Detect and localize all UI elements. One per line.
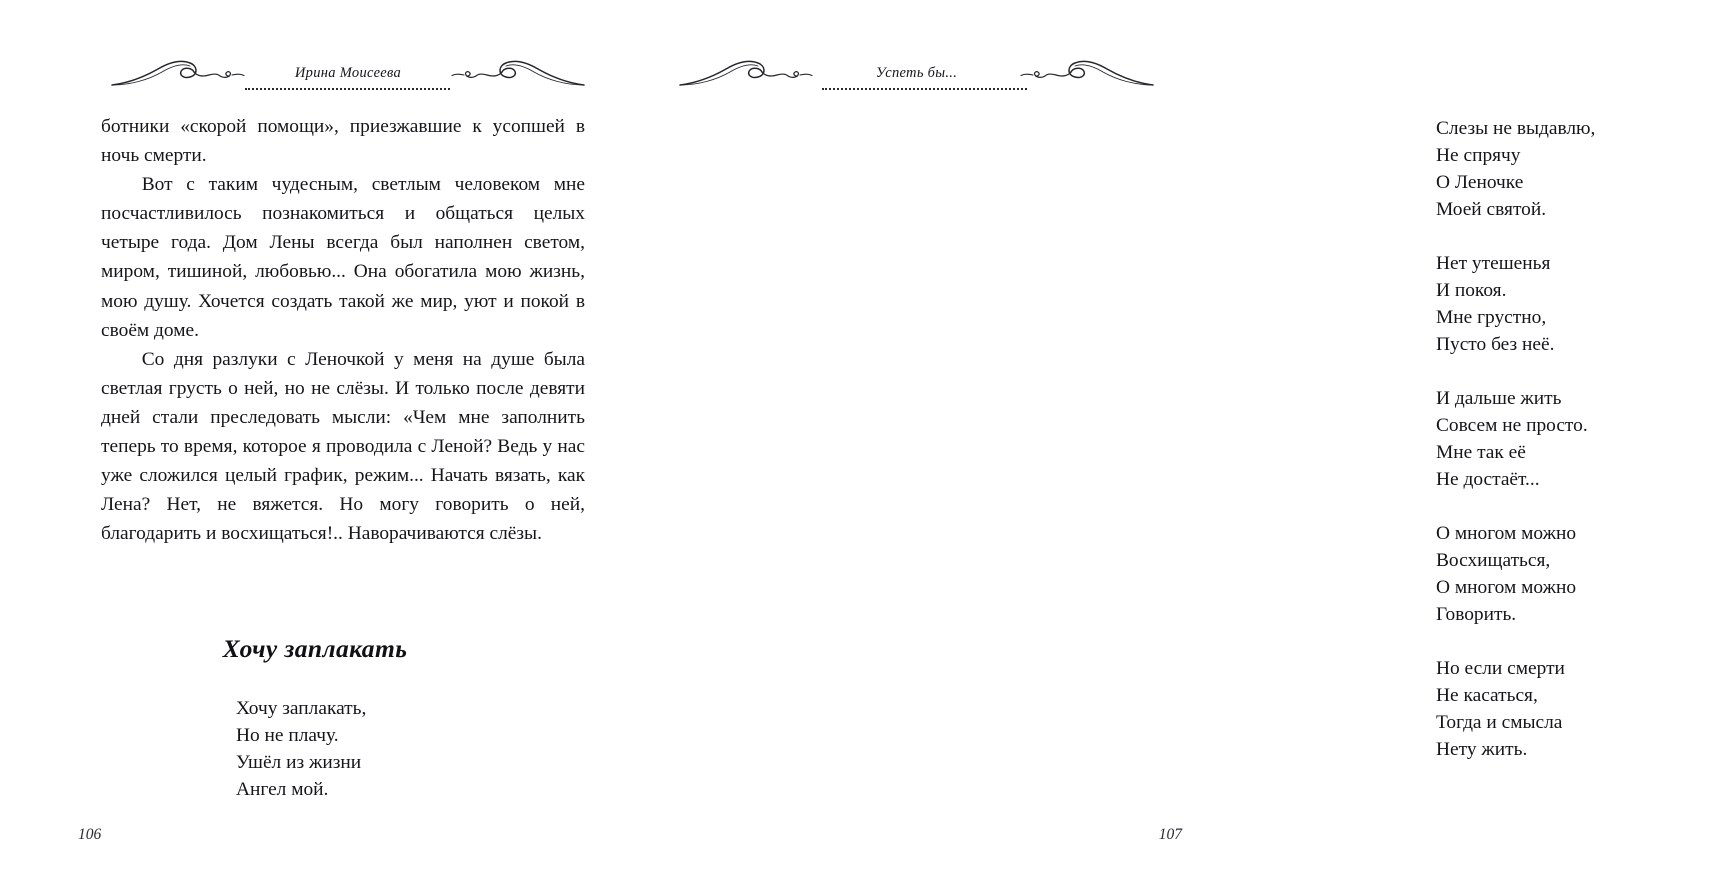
verse-stanza [1436, 385, 1736, 493]
verse-line: Не касаться, [1436, 685, 1538, 706]
page-number-left: 106 [78, 826, 102, 843]
verse-stanza [1436, 520, 1736, 628]
verse-stanza [1436, 250, 1736, 358]
verse-line: Совсем не просто. [1436, 415, 1588, 436]
right-page [630, 0, 1596, 882]
ornament-flourish-right-icon [1019, 55, 1155, 93]
right-page-verse [1436, 115, 1736, 763]
verse-line: Слезы не выдавлю, [1436, 118, 1596, 139]
ornament-flourish-right-icon [450, 55, 586, 93]
paragraph: Вот с таким чудесным, светлым человеком мне посчастливилось познакомиться и общаться целых четыре года. Дом Лены всегда был наполнен светом, миром, тишиной, любовью... Она обогатила мою жизнь, мою душу. Хочется создать такой же мир, уют и покой в своём доме. [101, 174, 585, 341]
paragraph: Со дня разлуки с Леночкой у меня на душе была светлая грусть о ней, но не слёзы. И только после девяти дней стали преследовать мысли: «Чем мне заполнить теперь то время, которое я проводила с Леной? Ведь у нас уже сложился целый график, режим... Начать вязать, как Лена? Нет, не вяжется. Но могу говорить о ней, благодарить и восхищаться!.. Наворачиваются слёзы. [101, 348, 585, 545]
verse-line: Мне грустно, [1436, 307, 1547, 328]
running-head-dotted-rule [245, 88, 450, 93]
left-page-running-head [0, 52, 630, 108]
ornament-flourish-left-icon [678, 55, 814, 93]
verse-line: Нет утешенья [1436, 253, 1551, 274]
verse-line: Тогда и смысла [1436, 712, 1563, 733]
verse-line: Мне так её [1436, 442, 1526, 463]
verse-line: И дальше жить [1436, 388, 1562, 409]
left-page [0, 0, 630, 882]
verse-line: Хочу заплакать, [236, 698, 367, 719]
verse-line: И покоя. [1436, 280, 1507, 301]
verse-line: Моей святой. [1436, 199, 1547, 220]
verse-line: Не спрячу [1436, 145, 1521, 166]
verse-line: О Леночке [1436, 172, 1524, 193]
verse-line: О многом можно [1436, 577, 1577, 598]
left-page-body-text [101, 112, 585, 548]
verse-line: Ангел мой. [236, 779, 329, 800]
poem-title: Хочу заплакать [222, 634, 408, 663]
verse-line: Не достаёт... [1436, 469, 1540, 490]
verse-line: Восхищаться, [1436, 550, 1551, 571]
verse-line: Нету жить. [1436, 739, 1528, 760]
left-page-running-head-title: Ирина Моисеева [294, 64, 402, 81]
verse-line: О многом можно [1436, 523, 1577, 544]
paragraph: ботники «скорой помощи», приезжавшие к усопшей в ночь смерти. [101, 116, 585, 167]
verse-line: Ушёл из жизни [236, 752, 362, 773]
ornament-flourish-left-icon [110, 55, 246, 93]
running-head-dotted-rule [822, 88, 1027, 93]
verse-stanza [1436, 655, 1736, 763]
right-page-running-head-title: Успеть бы... [875, 64, 958, 81]
verse-stanza [1436, 115, 1736, 223]
page-number-right: 107 [1158, 826, 1182, 843]
verse-stanza [236, 695, 576, 803]
verse-line: Пусто без неё. [1436, 334, 1555, 355]
verse-line: Говорить. [1436, 604, 1517, 625]
right-page-running-head [630, 52, 1260, 108]
verse-line: Но если смерти [1436, 658, 1565, 679]
verse-line: Но не плачу. [236, 725, 339, 746]
left-page-verse [236, 695, 576, 803]
